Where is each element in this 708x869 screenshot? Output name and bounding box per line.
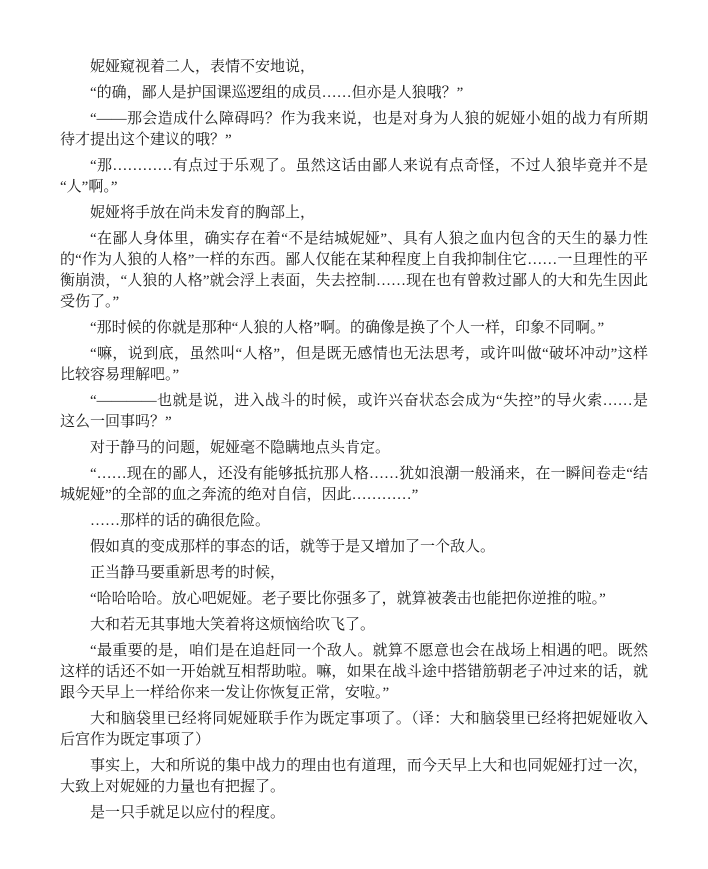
document-body	[60, 57, 648, 824]
paragraph: 假如真的变成那样的事态的话，就等于是又增加了一个敌人。	[90, 539, 496, 555]
paragraph: 妮娅将手放在尚未发育的胸部上，	[90, 205, 316, 221]
paragraph: 大和若无其事地大笑着将这烦恼给吹飞了。	[90, 617, 376, 633]
paragraph: “——那会造成什么障碍吗？作为我来说，也是对身为人狼的妮娅小姐的战力有所期待才提出这个建议的哦？”	[60, 111, 648, 148]
paragraph: 对于静马的问题，妮娅毫不隐瞒地点头肯定。	[90, 440, 391, 456]
paragraph: 妮娅窥视着二人，表情不安地说，	[90, 59, 316, 75]
paragraph: 事实上，大和所说的集中战力的理由也有道理，而今天早上大和也同妮娅打过一次，大致上对妮娅的力量也有把握了。	[60, 758, 648, 795]
paragraph: ……那样的话的确很危险。	[90, 513, 271, 529]
paragraph: 是一只手就足以应付的程度。	[90, 805, 286, 821]
paragraph: “————也就是说，进入战斗的时候，或许兴奋状态会成为“失控”的导火索……是这么一回事吗？”	[60, 393, 648, 430]
paragraph: “在鄙人身体里，确实存在着“不是结城妮娅”、具有人狼之血内包含的天生的暴力性的“作为人狼的人格”一样的东西。鄙人仅能在某种程度上自我抑制住它……一旦理性的平衡崩溃，“人狼的人格”就会浮上表面，失去控制……现在也有曾救过鄙人的大和先生因此受伤了。”	[60, 231, 648, 310]
paragraph: 大和脑袋里已经将同妮娅联手作为既定事项了。（译：大和脑袋里已经将把妮娅收入后宫作为既定事项了）	[60, 711, 648, 748]
paragraph: “那时候的你就是那种“人狼的人格”啊。的确像是换了个人一样，印象不同啊。”	[90, 320, 605, 336]
paragraph: 正当静马要重新思考的时候，	[90, 565, 286, 581]
paragraph: “最重要的是，咱们是在追赶同一个敌人。就算不愿意也会在战场上相遇的吧。既然这样的话还不如一开始就互相帮助啦。嘛，如果在战斗途中搭错筋朝老子冲过来的话，就跟今天早上一样给你来一发让你恢复正常，安啦。”	[60, 643, 648, 701]
paragraph: “哈哈哈哈。放心吧妮娅。老子要比你强多了，就算被袭击也能把你逆推的啦。”	[90, 591, 606, 607]
paragraph: “……现在的鄙人，还没有能够抵抗那人格……犹如浪潮一般涌来，在一瞬间卷走“结城妮娅”的全部的血之奔流的绝对自信，因此…………”	[60, 466, 648, 503]
paragraph: “的确，鄙人是护国课巡逻组的成员……但亦是人狼哦？”	[90, 85, 464, 101]
paragraph: “嘛，说到底，虽然叫“人格”，但是既无感情也无法思考，或许叫做“破坏冲动”这样比较容易理解吧。”	[60, 346, 648, 383]
paragraph: “那…………有点过于乐观了。虽然这话由鄙人来说有点奇怪，不过人狼毕竟并不是“人”啊。”	[60, 158, 648, 195]
